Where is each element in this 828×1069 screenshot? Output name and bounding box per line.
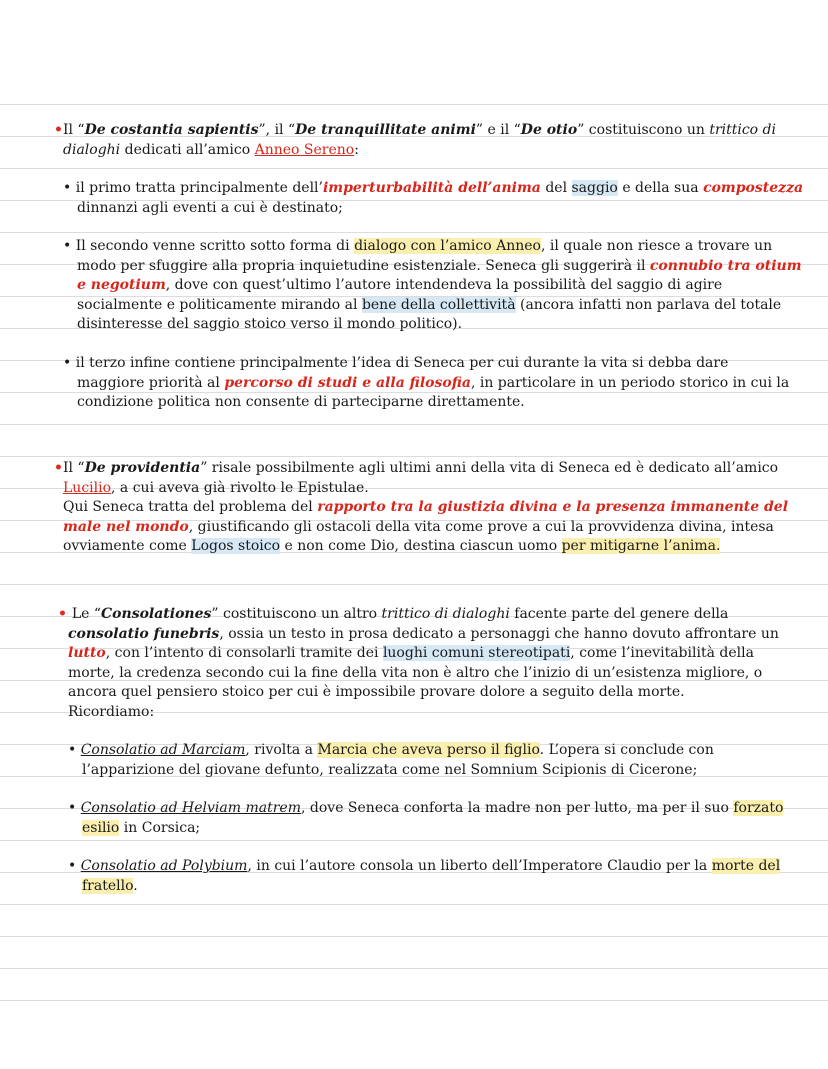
text-line: condizione politica non consente di parteciparne direttamente. <box>77 394 525 410</box>
text-line <box>63 276 783 296</box>
text: socialmente e politicamente mirando al <box>77 296 362 313</box>
title-consolatio: Consolatio ad Polybium <box>80 858 248 874</box>
text-line <box>54 537 794 557</box>
highlight-yellow: morte del <box>711 858 781 874</box>
text-line <box>54 518 794 538</box>
text: , rivolta a <box>245 742 318 758</box>
text: Il secondo venne scritto sotto forma di <box>75 238 355 254</box>
text: ”, il “ <box>258 122 296 138</box>
text-line <box>63 374 790 394</box>
highlight-yellow: forzato <box>733 800 784 816</box>
item-consolatio-marciam <box>68 741 788 780</box>
text-line <box>54 141 794 161</box>
bullet: • <box>63 180 76 196</box>
text-line <box>68 877 788 897</box>
text-line <box>54 121 794 141</box>
text: ” risale possibilmente agli ultimi anni della vita di Seneca ed è dedicato all’amico <box>200 460 779 476</box>
text: (ancora infatti non parlava del totale <box>515 296 782 313</box>
block-dialoghi-sereno <box>54 121 794 160</box>
text-line <box>68 819 788 839</box>
highlight-yellow: per mitigarne l’anima. <box>561 538 721 554</box>
bullet: • <box>63 238 76 254</box>
name-lucilio: Lucilio <box>63 479 112 496</box>
text-line <box>68 741 788 761</box>
text: modo per sfuggire alla propria inquietudine esistenziale. Seneca gli suggerirà il <box>77 257 650 274</box>
highlight-blue: Logos stoico <box>191 538 281 554</box>
text: , a cui aveva già rivolto le Epistulae. <box>111 479 369 496</box>
keyword-red: rapporto tra la giustizia divina e la presenza immanente del <box>317 499 789 515</box>
text-line: l’apparizione del giovane defunto, realizzata come nel Somnium Scipionis di Cicerone; <box>82 761 698 778</box>
text-line <box>63 237 783 257</box>
title-de-providentia: De providentia <box>84 460 201 476</box>
text: Qui Seneca tratta del problema del <box>63 499 318 515</box>
text: , il quale non riesce a trovare un <box>540 238 773 254</box>
highlight-yellow: Marcia che aveva perso il figlio <box>317 742 540 758</box>
text: : <box>354 141 359 158</box>
text-line <box>54 459 794 479</box>
text-line <box>68 857 788 877</box>
text: e non come Dio, destina ciascun uomo <box>280 538 562 554</box>
block-consolationes <box>58 605 798 722</box>
highlight-yellow: dialogo con l’amico Anneo <box>354 238 541 254</box>
text: ” costituiscono un <box>577 122 710 138</box>
bullet: • <box>68 742 81 758</box>
bullet-red: • <box>54 122 63 138</box>
text-line: Ricordiamo: <box>68 703 155 720</box>
item-secondo <box>63 237 802 335</box>
keyword-red: compostezza <box>703 180 804 196</box>
text-line: morte, la credenza secondo cui la fine della vita non è altro che l’inizio di un’esistenza migliore, o <box>68 664 763 681</box>
text: , ossia un testo in prosa dedicato a personaggi che hanno dovuto affrontare un <box>219 625 779 642</box>
text-line <box>58 605 798 625</box>
bullet-red: • <box>58 606 72 622</box>
text: Il “ <box>62 460 85 476</box>
text: ” e il “ <box>475 122 521 138</box>
block-de-providentia <box>54 459 794 557</box>
bullet-red: • <box>54 460 63 476</box>
text: Il “ <box>62 122 85 138</box>
keyword-red: imperturbabilità dell’anima <box>322 180 541 196</box>
text-italic: trittico di dialoghi <box>381 606 510 622</box>
keyword-red: percorso di studi e alla filosofia <box>224 374 471 391</box>
title-consolationes: Consolationes <box>101 606 212 622</box>
text: ” costituiscono un altro <box>211 606 382 622</box>
highlight-blue: luoghi comuni stereotipati <box>382 645 571 661</box>
text-line <box>68 799 788 819</box>
text: , come l’inevitabilità della <box>570 645 754 661</box>
text-line <box>54 479 794 499</box>
item-terzo <box>63 354 790 413</box>
text-line <box>54 498 794 518</box>
text: , dove Seneca conforta la madre non per lutto, ma per il suo <box>301 800 734 816</box>
text: maggiore priorità al <box>77 374 225 391</box>
title-de-otio: De otio <box>520 122 578 138</box>
title-consolatio: Consolatio ad Helviam matrem <box>80 800 301 816</box>
text-line <box>63 179 804 199</box>
highlight-yellow: fratello <box>82 877 134 894</box>
keyword-red: lutto <box>68 645 106 661</box>
highlight-blue: bene della collettività <box>361 296 516 313</box>
bullet: • <box>68 800 81 816</box>
keyword-red: male nel mondo <box>63 518 189 535</box>
text-italic: dialoghi <box>63 141 121 158</box>
text: in Corsica; <box>119 819 201 836</box>
highlight-yellow: esilio <box>82 819 120 836</box>
text-line <box>58 644 798 664</box>
text: dedicati all’amico <box>120 141 255 158</box>
keyword-red: connubio tra otium <box>649 257 802 274</box>
title-de-tranquillitate: De tranquillitate animi <box>295 122 476 138</box>
bullet: • <box>68 858 81 874</box>
text-italic: trittico di <box>709 122 776 138</box>
name-anneo-sereno: Anneo Sereno <box>254 141 355 158</box>
text: Le “ <box>71 606 102 622</box>
text-line: dinnanzi agli eventi a cui è destinato; <box>77 199 343 216</box>
text: ovviamente come <box>63 538 192 554</box>
text: e della sua <box>617 180 704 196</box>
text: , in particolare in un periodo storico in cui la <box>470 374 790 391</box>
text-line: ancora quel pensiero stoico per cui è impossibile provare dolore a seguito della morte. <box>68 684 685 700</box>
item-consolatio-polybium <box>68 857 788 896</box>
text-line <box>63 296 783 316</box>
text: il terzo infine contiene principalmente l’idea di Seneca per cui durante la vita si debba dare <box>75 355 729 371</box>
text: il primo tratta principalmente dell’ <box>75 180 323 196</box>
title-consolatio: Consolatio ad Marciam <box>80 742 246 758</box>
text-line: disinteresse del saggio stoico verso il mondo politico). <box>77 316 463 332</box>
text: del <box>540 180 572 196</box>
title-de-costantia: De costantia sapientis <box>84 122 259 138</box>
text: . L’opera si conclude con <box>539 742 714 758</box>
text: , dove con quest’ultimo l’autore intendendeva la possibilità del saggio di agire <box>165 277 723 293</box>
bullet: • <box>63 355 76 371</box>
text: , in cui l’autore consola un liberto dell’Imperatore Claudio per la <box>247 858 712 874</box>
term-consolatio-funebris: consolatio funebris <box>68 625 220 642</box>
highlight-blue: saggio <box>571 180 618 196</box>
text-line <box>63 354 783 374</box>
item-consolatio-helviam <box>68 799 788 838</box>
text: , giustificando gli ostacoli della vita come prove a cui la provvidenza divina, intesa <box>188 518 774 535</box>
item-primo <box>63 179 804 218</box>
text: . <box>133 877 138 894</box>
text-line <box>58 625 798 645</box>
keyword-red: e negotium <box>77 277 166 293</box>
text: facente parte del genere della <box>509 606 729 622</box>
text-line <box>63 257 802 277</box>
text: , con l’intento di consolarli tramite dei <box>105 645 383 661</box>
